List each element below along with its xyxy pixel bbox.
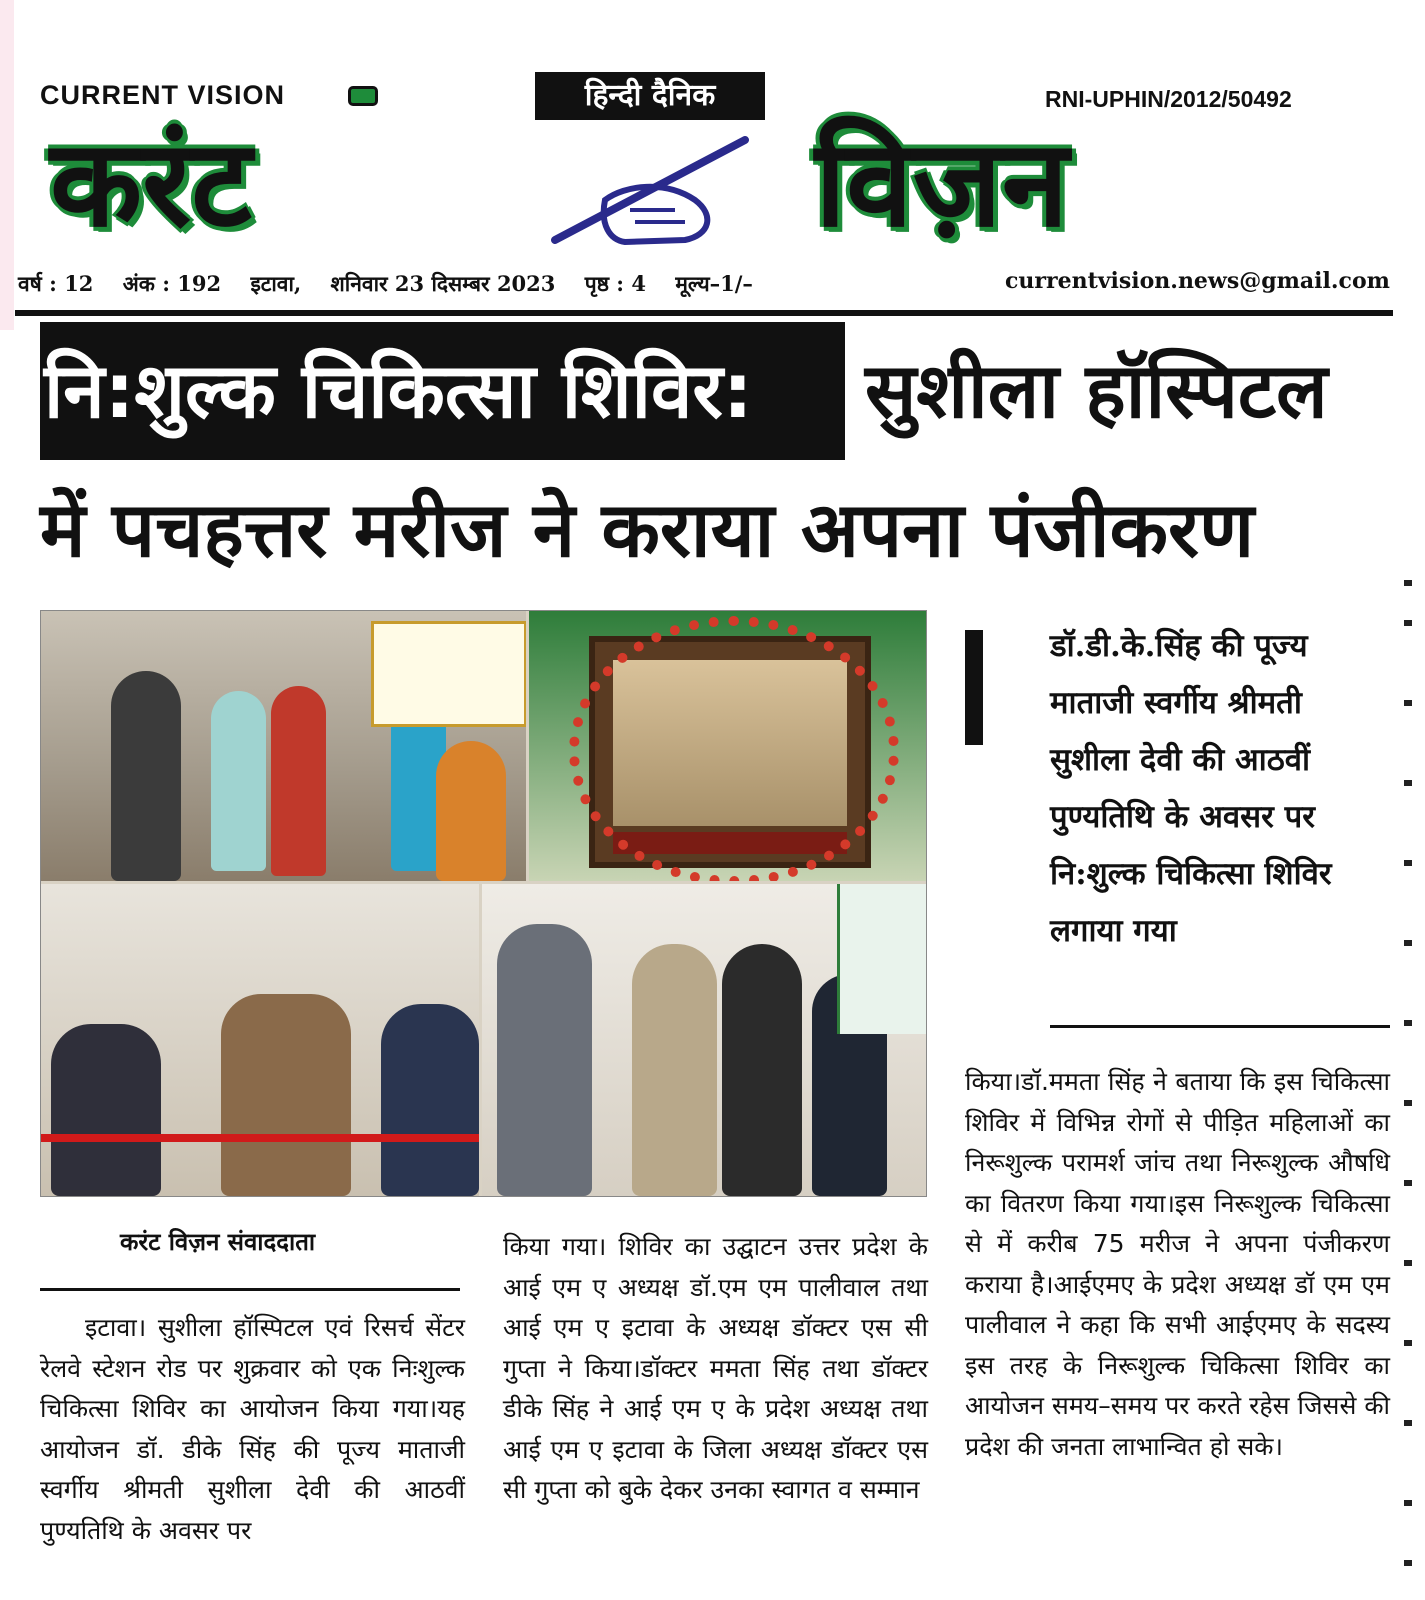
- person: [497, 924, 592, 1196]
- daily-label: हिन्दी दैनिक: [535, 72, 765, 120]
- person: [381, 1004, 479, 1196]
- headline-part2: सुशीला हॉस्पिटल: [865, 346, 1328, 435]
- photo-collage: [40, 610, 927, 1197]
- date: शनिवार 23 दिसम्बर 2023: [330, 271, 556, 296]
- photo-registration-desk: [41, 611, 526, 881]
- person: [211, 691, 266, 871]
- photo-ribbon-cutting: [41, 884, 479, 1196]
- adjacent-column-edge: [1400, 560, 1414, 1600]
- person: [436, 741, 506, 881]
- brand-english: CURRENT VISION: [40, 80, 286, 110]
- person: [632, 944, 717, 1196]
- article-column-2: किया गया। शिविर का उद्घाटन उत्तर प्रदेश के आई एम ए अध्यक्ष डॉ.एम एम पालीवाल तथा आई एम ए इटावा के अध्यक्ष डॉक्टर एस सी गुप्ता ने किया।डॉक्टर ममता सिंह तथा डॉक्टर डीके सिंह ने आई एम ए के प्रदेश अध्यक्ष तथा आई एम ए इटावा के जिला अध्यक्ष डॉक्टर एस सी गुप्ता को बुके देकर उनका स्वागत व सम्मान: [503, 1232, 928, 1504]
- garland: [569, 616, 899, 881]
- pen-hand-icon: [545, 130, 765, 250]
- ribbon: [41, 1134, 479, 1142]
- place: इटावा,: [250, 271, 302, 296]
- pullquote: डॉ.डी.के.सिंह की पूज्य माताजी स्वर्गीय श्रीमती सुशीला देवी की आठवीं पुण्यतिथि के अवसर पर नि:शुल्क चिकित्सा शिविर लगाया गया: [1050, 628, 1332, 949]
- headline-part1: नि:शुल्क चिकित्सा शिविर:: [44, 346, 753, 435]
- dateline: [18, 270, 775, 298]
- byline: करंट विज़न संवाददाता: [120, 1227, 316, 1256]
- photo-memorial-portrait: [529, 611, 926, 881]
- photo-bouquet-welcome: [482, 884, 926, 1196]
- rni-number: RNI-UPHIN/2012/50492: [1045, 86, 1292, 112]
- pullquote-bar: [965, 630, 983, 745]
- masthead-title-right: विज़न: [815, 115, 1069, 254]
- nicu-sign: [837, 884, 926, 1034]
- person: [722, 944, 802, 1196]
- headline-line2: में पचहत्तर मरीज ने कराया अपना पंजीकरण: [40, 485, 1255, 574]
- article-column-1: इटावा। सुशीला हॉस्पिटल एवं रिसर्च सेंटर रेलवे स्टेशन रोड पर शुक्रवार को एक निःशुल्क चिकित्सा शिविर का आयोजन किया गया।यह आयोजन डॉ. डीके सिंह की पूज्य माताजी स्वर्गीय श्रीमती सुशीला देवी की आठवीं पुण्यतिथि के अवसर पर: [40, 1313, 465, 1545]
- person: [221, 994, 351, 1196]
- article-column-3: किया।डॉ.ममता सिंह ने बताया कि इस चिकित्सा शिविर में विभिन्न रोगों से पीड़ित महिलाओं का निरूशुल्क परामर्श जांच तथा निरूशुल्क औषधि का वितरण किया गया।इस निरूशुल्क चिकित्सा से में करीब 75 मरीज ने अपना पंजीकरण कराया है।आईएमए के प्रदेश अध्यक्ष डॉ एम एम पालीवाल ने कहा कि सभी आईएमए के सदस्य इस तरह के निरूशुल्क चिकित्सा शिविर का आयोजन समय–समय पर करते रहेस जिससे की प्रदेश की जनता लाभान्वित हो सके।: [965, 1067, 1390, 1461]
- email: currentvision.news@gmail.com: [1005, 268, 1390, 294]
- person: [111, 671, 181, 881]
- masthead-title-left: करंट: [50, 115, 252, 254]
- camp-banner: [371, 621, 526, 727]
- pullquote-rule: [1050, 1025, 1390, 1028]
- masthead-rule: [15, 310, 1393, 316]
- pages: पृष्ठ : 4: [584, 271, 646, 296]
- person: [51, 1024, 161, 1196]
- brand-badge-icon: [348, 86, 378, 106]
- year: वर्ष : 12: [18, 271, 94, 296]
- price: मूल्य–1/–: [675, 271, 753, 296]
- byline-rule: [40, 1288, 460, 1291]
- issue: अंक : 192: [122, 271, 222, 296]
- person: [271, 686, 326, 876]
- page-edge-strip: [0, 0, 14, 330]
